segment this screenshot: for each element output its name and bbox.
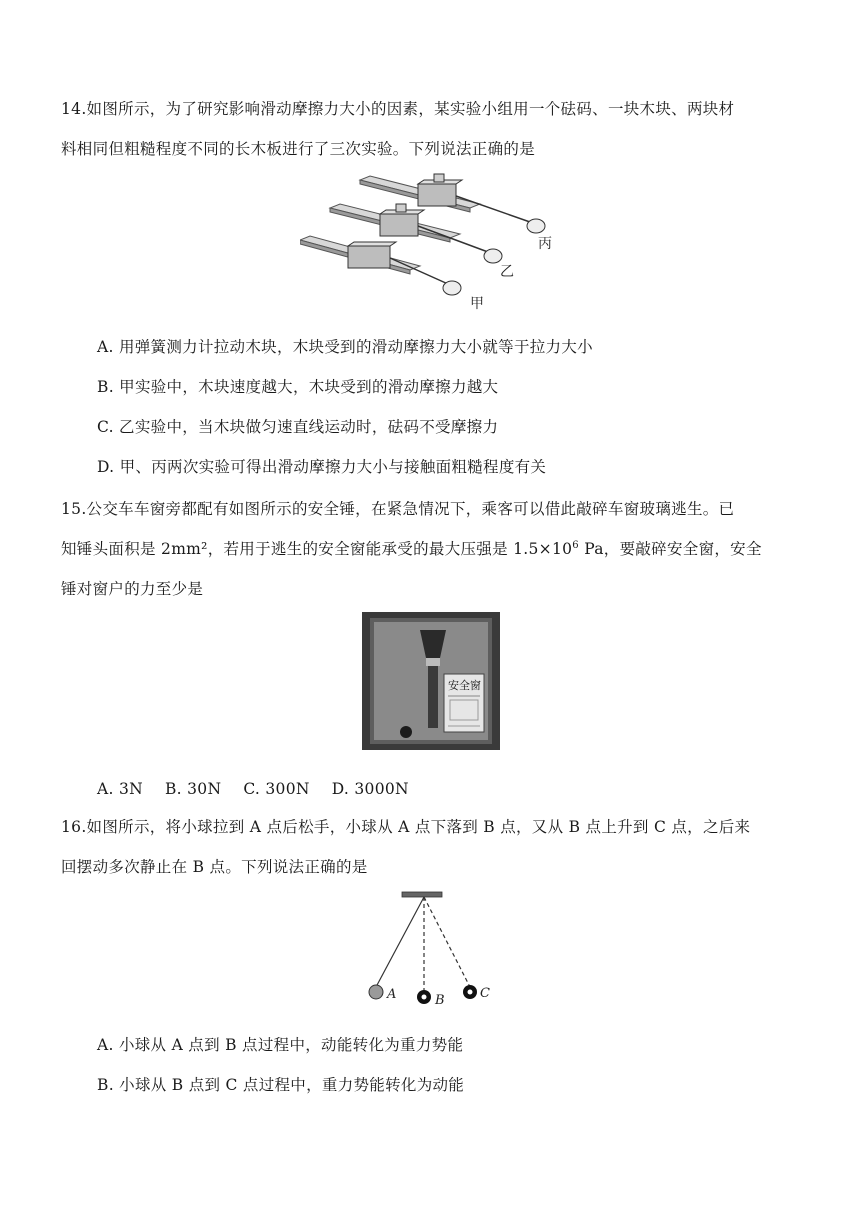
- q15-stem-line3: 锤对窗户的力至少是: [61, 580, 204, 598]
- string-a: [376, 897, 424, 987]
- q16-option-b: B. 小球从 B 点到 C 点过程中，重力势能转化为动能: [97, 1076, 465, 1094]
- q14-stem-line1: 14.如图所示，为了研究影响滑动摩擦力大小的因素，某实验小组用一个砝码、一块木块、两块材: [61, 100, 735, 118]
- q16-pendulum-figure: [360, 890, 500, 1010]
- q15-stem-line2: 知锤头面积是 2mm²，若用于逃生的安全窗能承受的最大压强是 $1.5\times 10^6$ Pa，要敲碎安全窗，安全: [61, 539, 762, 558]
- q14-option-a: A. 用弹簧测力计拉动木块，木块受到的滑动摩擦力大小就等于拉力大小: [97, 338, 593, 356]
- q14-option-c: C. 乙实验中，当木块做匀速直线运动时，砝码不受摩擦力: [97, 418, 499, 436]
- q15-option-b: B. 30N: [164, 780, 222, 798]
- label-bing: 丙: [538, 236, 552, 252]
- label-c: C: [480, 986, 490, 1001]
- q16-stem-line2: 回摆动多次静止在 B 点。下列说法正确的是: [61, 858, 368, 876]
- label-yi: 乙: [500, 264, 514, 280]
- q15-option-c: C. 300N: [243, 780, 310, 798]
- q15-option-a: A. 3N: [97, 780, 143, 798]
- q15-options-row: [97, 778, 431, 800]
- pendulum-support: [402, 892, 442, 897]
- string-c: [424, 897, 470, 987]
- hammer-handle: [428, 666, 438, 728]
- safety-hammer-photo: [362, 612, 500, 750]
- q15-stem-line1: 15.公交车车窗旁都配有如图所示的安全锤，在紧急情况下，乘客可以借此敲碎车窗玻璃逃生。已: [61, 500, 735, 518]
- label-jia: 甲: [470, 296, 484, 312]
- board-jia: [300, 236, 461, 295]
- q14-option-d: D. 甲、丙两次实验可得出滑动摩擦力大小与接触面粗糙程度有关: [97, 458, 547, 476]
- q14-option-b: B. 甲实验中，木块速度越大，木块受到的滑动摩擦力越大: [97, 378, 499, 396]
- q14-friction-experiment-figure: [300, 170, 560, 315]
- label-b: B: [435, 993, 445, 1008]
- ball-a: [369, 985, 383, 999]
- q15-option-d: D. 3000N: [331, 780, 409, 798]
- svg-text:安全窗: 安全窗: [448, 679, 481, 692]
- q16-option-a: A. 小球从 A 点到 B 点过程中，动能转化为重力势能: [97, 1036, 464, 1054]
- q16-stem-line1: 16.如图所示，将小球拉到 A 点后松手，小球从 A 点下落到 B 点，又从 B 点上升到 C 点，之后来: [61, 818, 751, 836]
- q14-stem-line2: 料相同但粗糙程度不同的长木板进行了三次实验。下列说法正确的是: [61, 140, 536, 158]
- label-a: A: [387, 987, 397, 1002]
